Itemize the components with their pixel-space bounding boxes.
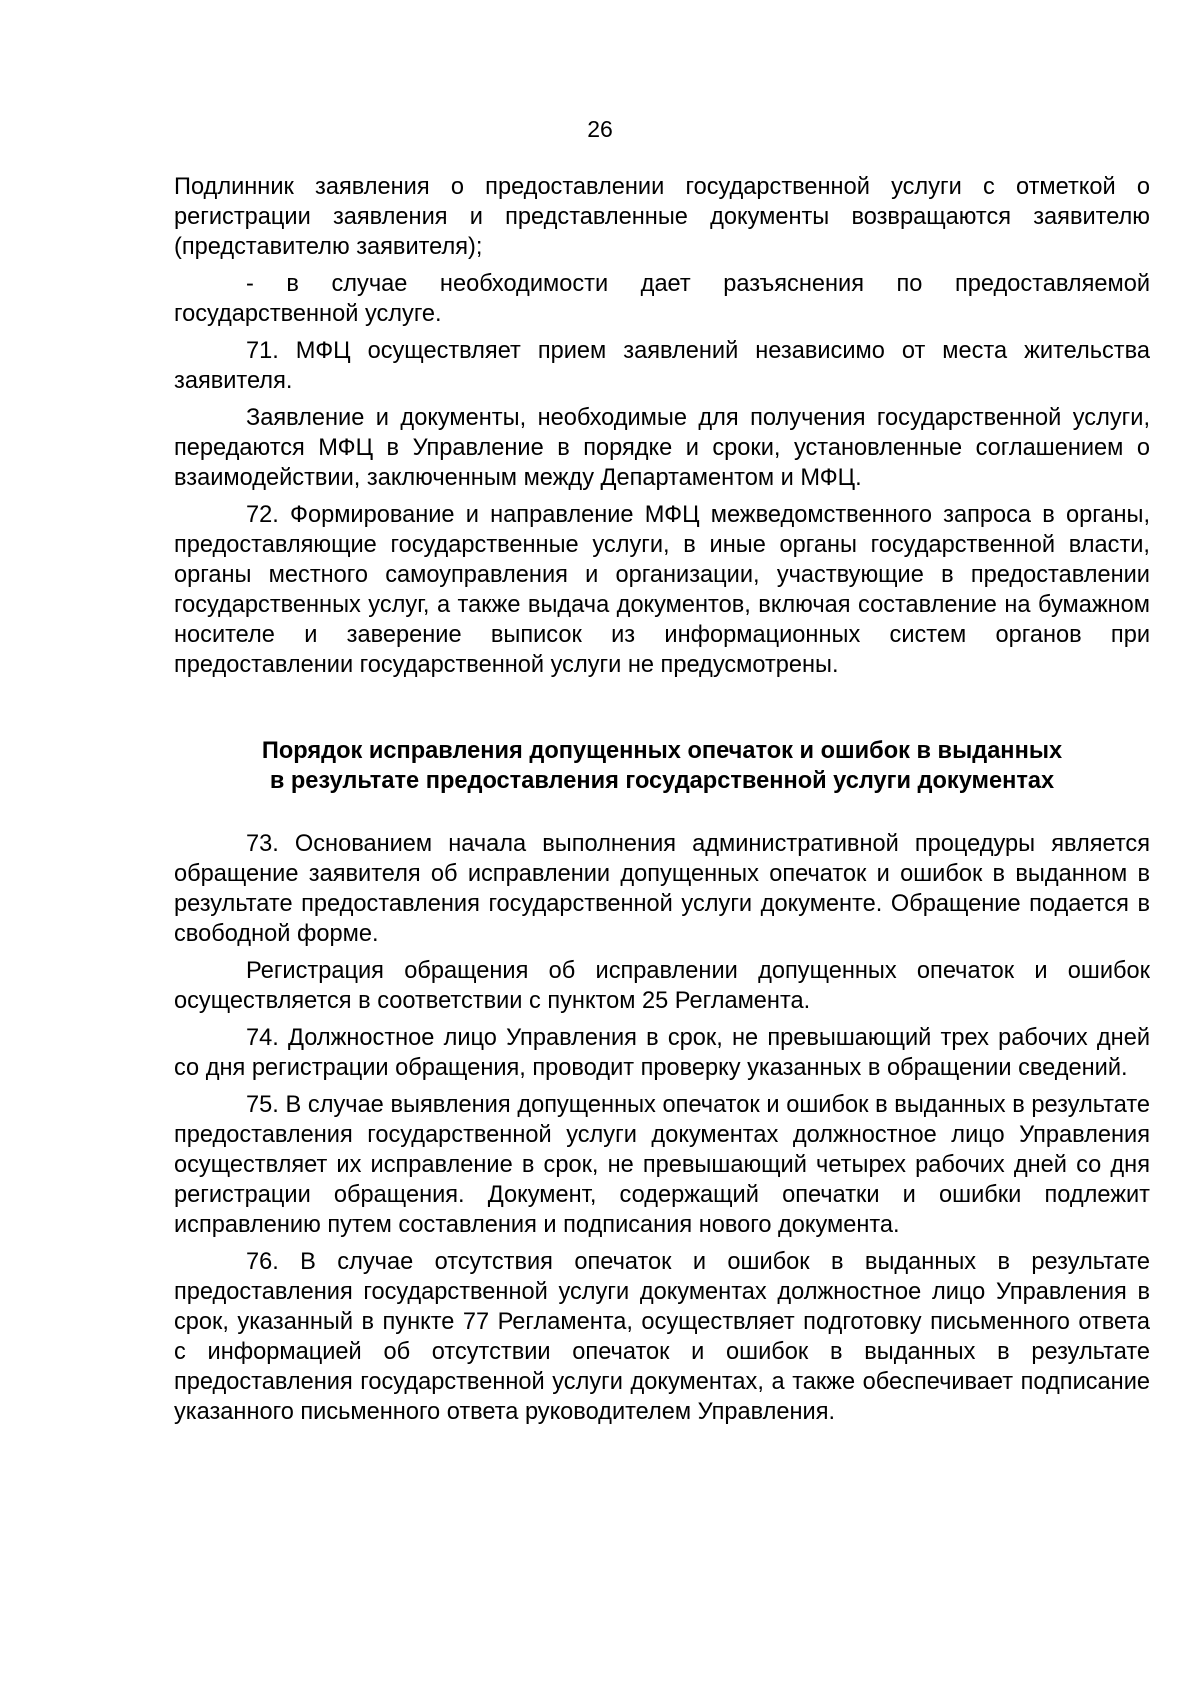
paragraph-75: 75. В случае выявления допущенных опечаток и ошибок в выданных в результате предоставления государственной услуги документах должностное лицо Управления осуществляет их исправление в срок, не превышающий четырех рабочих дней со дня регистрации обращения. Документ, содержащий опечатки и ошибки подлежит исправлению путем составления и подписания нового документа.	[174, 1092, 1150, 1238]
paragraph-71: 71. МФЦ осуществляет прием заявлений независимо от места жительства заявителя.	[174, 338, 1150, 394]
section-heading	[174, 736, 1150, 796]
paragraph-74: 74. Должностное лицо Управления в срок, не превышающий трех рабочих дней со дня регистрации обращения, проводит проверку указанных в обращении сведений.	[174, 1025, 1150, 1081]
paragraph-71-transfer: Заявление и документы, необходимые для получения государственной услуги, передаются МФЦ в Управление в порядке и сроки, установленные соглашением о взаимодействии, заключенным между Департаментом и МФЦ.	[174, 405, 1150, 491]
paragraph-73: 73. Основанием начала выполнения административной процедуры является обращение заявителя об исправлении допущенных опечаток и ошибок в выданном в результате предоставления государственной услуги документе. Обращение подается в свободной форме.	[174, 831, 1150, 947]
paragraph-76: 76. В случае отсутствия опечаток и ошибок в выданных в результате предоставления государственной услуги документах должностное лицо Управления в срок, указанный в пункте 77 Регламента, осуществляет подготовку письменного ответа с информацией об отсутствии опечаток и ошибок в выданных в результате предоставления государственной услуги документах, а также обеспечивает подписание указанного письменного ответа руководителем Управления.	[174, 1249, 1150, 1425]
paragraph-explanation: - в случае необходимости дает разъяснения по предоставляемой государственной услуге.	[174, 271, 1150, 327]
section-heading-line-1: Порядок исправления допущенных опечаток и ошибок в выданных	[261, 738, 1063, 764]
paragraph-continuation: Подлинник заявления о предоставлении государственной услуги с отметкой о регистрации заявления и представленные документы возвращаются заявителю (представителю заявителя);	[174, 174, 1150, 260]
paragraph-73-registration: Регистрация обращения об исправлении допущенных опечаток и ошибок осуществляется в соответствии с пунктом 25 Регламента.	[174, 958, 1150, 1014]
document-body	[174, 172, 1150, 1434]
paragraph-72: 72. Формирование и направление МФЦ межведомственного запроса в органы, предоставляющие государственные услуги, в иные органы государственной власти, органы местного самоуправления и организации, участвующие в предоставлении государственных услуг, а также выдача документов, включая составление на бумажном носителе и заверение выписок из информационных систем органов при предоставлении государственной услуги не предусмотрены.	[174, 502, 1150, 678]
section-heading-line-2: в результате предоставления государственной услуги документах	[269, 768, 1055, 794]
page-number: 26	[587, 116, 613, 142]
